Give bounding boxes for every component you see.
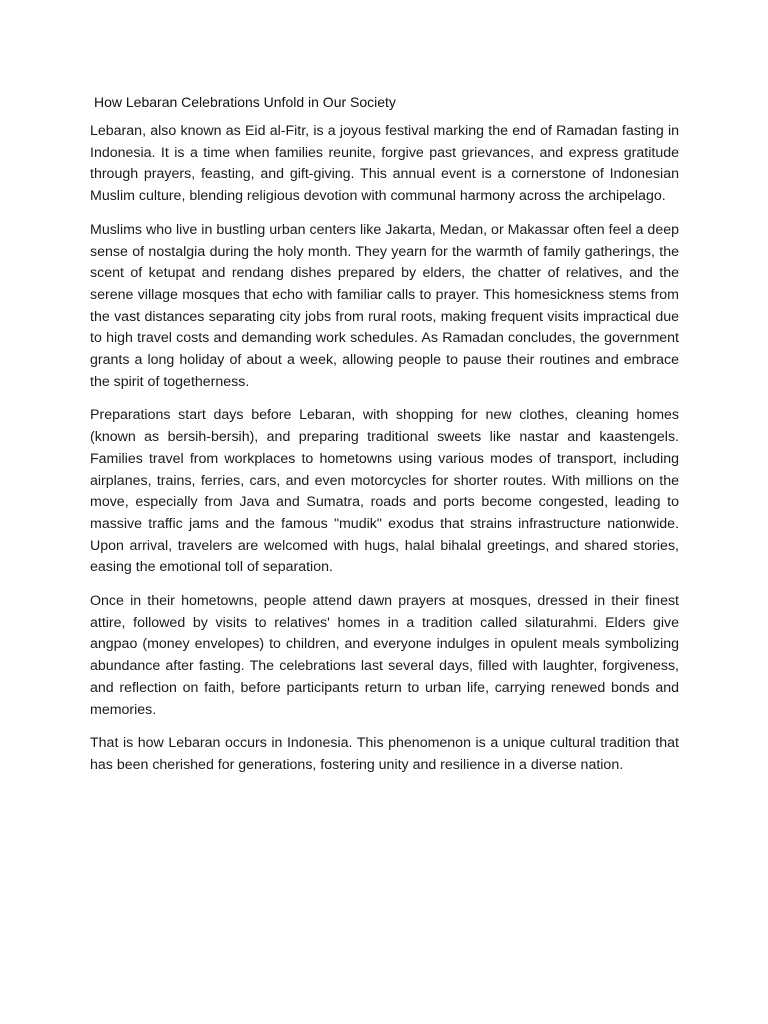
paragraph-preparations: Preparations start days before Lebaran, with shopping for new clothes, cleaning homes (known as bersih-bersih), and preparing traditional sweets like nastar and kaastengels. Families travel from workplaces to hometowns using various modes of transport, including airplanes, trains, ferries, cars, and even motorcycles for shorter routes. With millions on the move, especially from Java and Sumatra, roads and ports become congested, leading to massive traffic jams and the famous "mudik" exodus that strains infrastructure nationwide. Upon arrival, travelers are welcomed with hugs, halal bihalal greetings, and shared stories, easing the emotional toll of separation. bbox=[90, 407, 679, 576]
paragraph-hometown: Once in their hometowns, people attend dawn prayers at mosques, dressed in their finest attire, followed by visits to relatives' homes in a tradition called silaturahmi. Elders give angpao (money envelopes) to children, and everyone indulges in opulent meals symbolizing abundance after fasting. The celebrations last several days, filled with laughter, forgiveness, and reflection on faith, before participants return to urban life, carrying renewed bonds and memories. bbox=[90, 593, 679, 718]
paragraph-conclusion: That is how Lebaran occurs in Indonesia. This phenomenon is a unique cultural tradition that has been cherished for generations, fostering unity and resilience in a diverse nation. bbox=[90, 735, 679, 773]
document-title: How Lebaran Celebrations Unfold in Our Society bbox=[94, 94, 396, 110]
paragraph-intro: Lebaran, also known as Eid al-Fitr, is a joyous festival marking the end of Ramadan fasting in Indonesia. It is a time when families reunite, forgive past grievances, and express gratitude through prayers, feasting, and gift-giving. This annual event is a cornerstone of Indonesian Muslim culture, blending religious devotion with communal harmony across the archipelago. bbox=[90, 123, 679, 205]
document-page bbox=[90, 92, 679, 789]
paragraph-nostalgia: Muslims who live in bustling urban centers like Jakarta, Medan, or Makassar often feel a deep sense of nostalgia during the holy month. They yearn for the warmth of family gatherings, the scent of ketupat and rendang dishes prepared by elders, the chatter of relatives, and the serene village mosques that echo with familiar calls to prayer. This homesickness stems from the vast distances separating city jobs from rural roots, making frequent visits impractical due to high travel costs and demanding work schedules. As Ramadan concludes, the government grants a long holiday of about a week, allowing people to pause their routines and embrace the spirit of togetherness. bbox=[90, 221, 679, 390]
